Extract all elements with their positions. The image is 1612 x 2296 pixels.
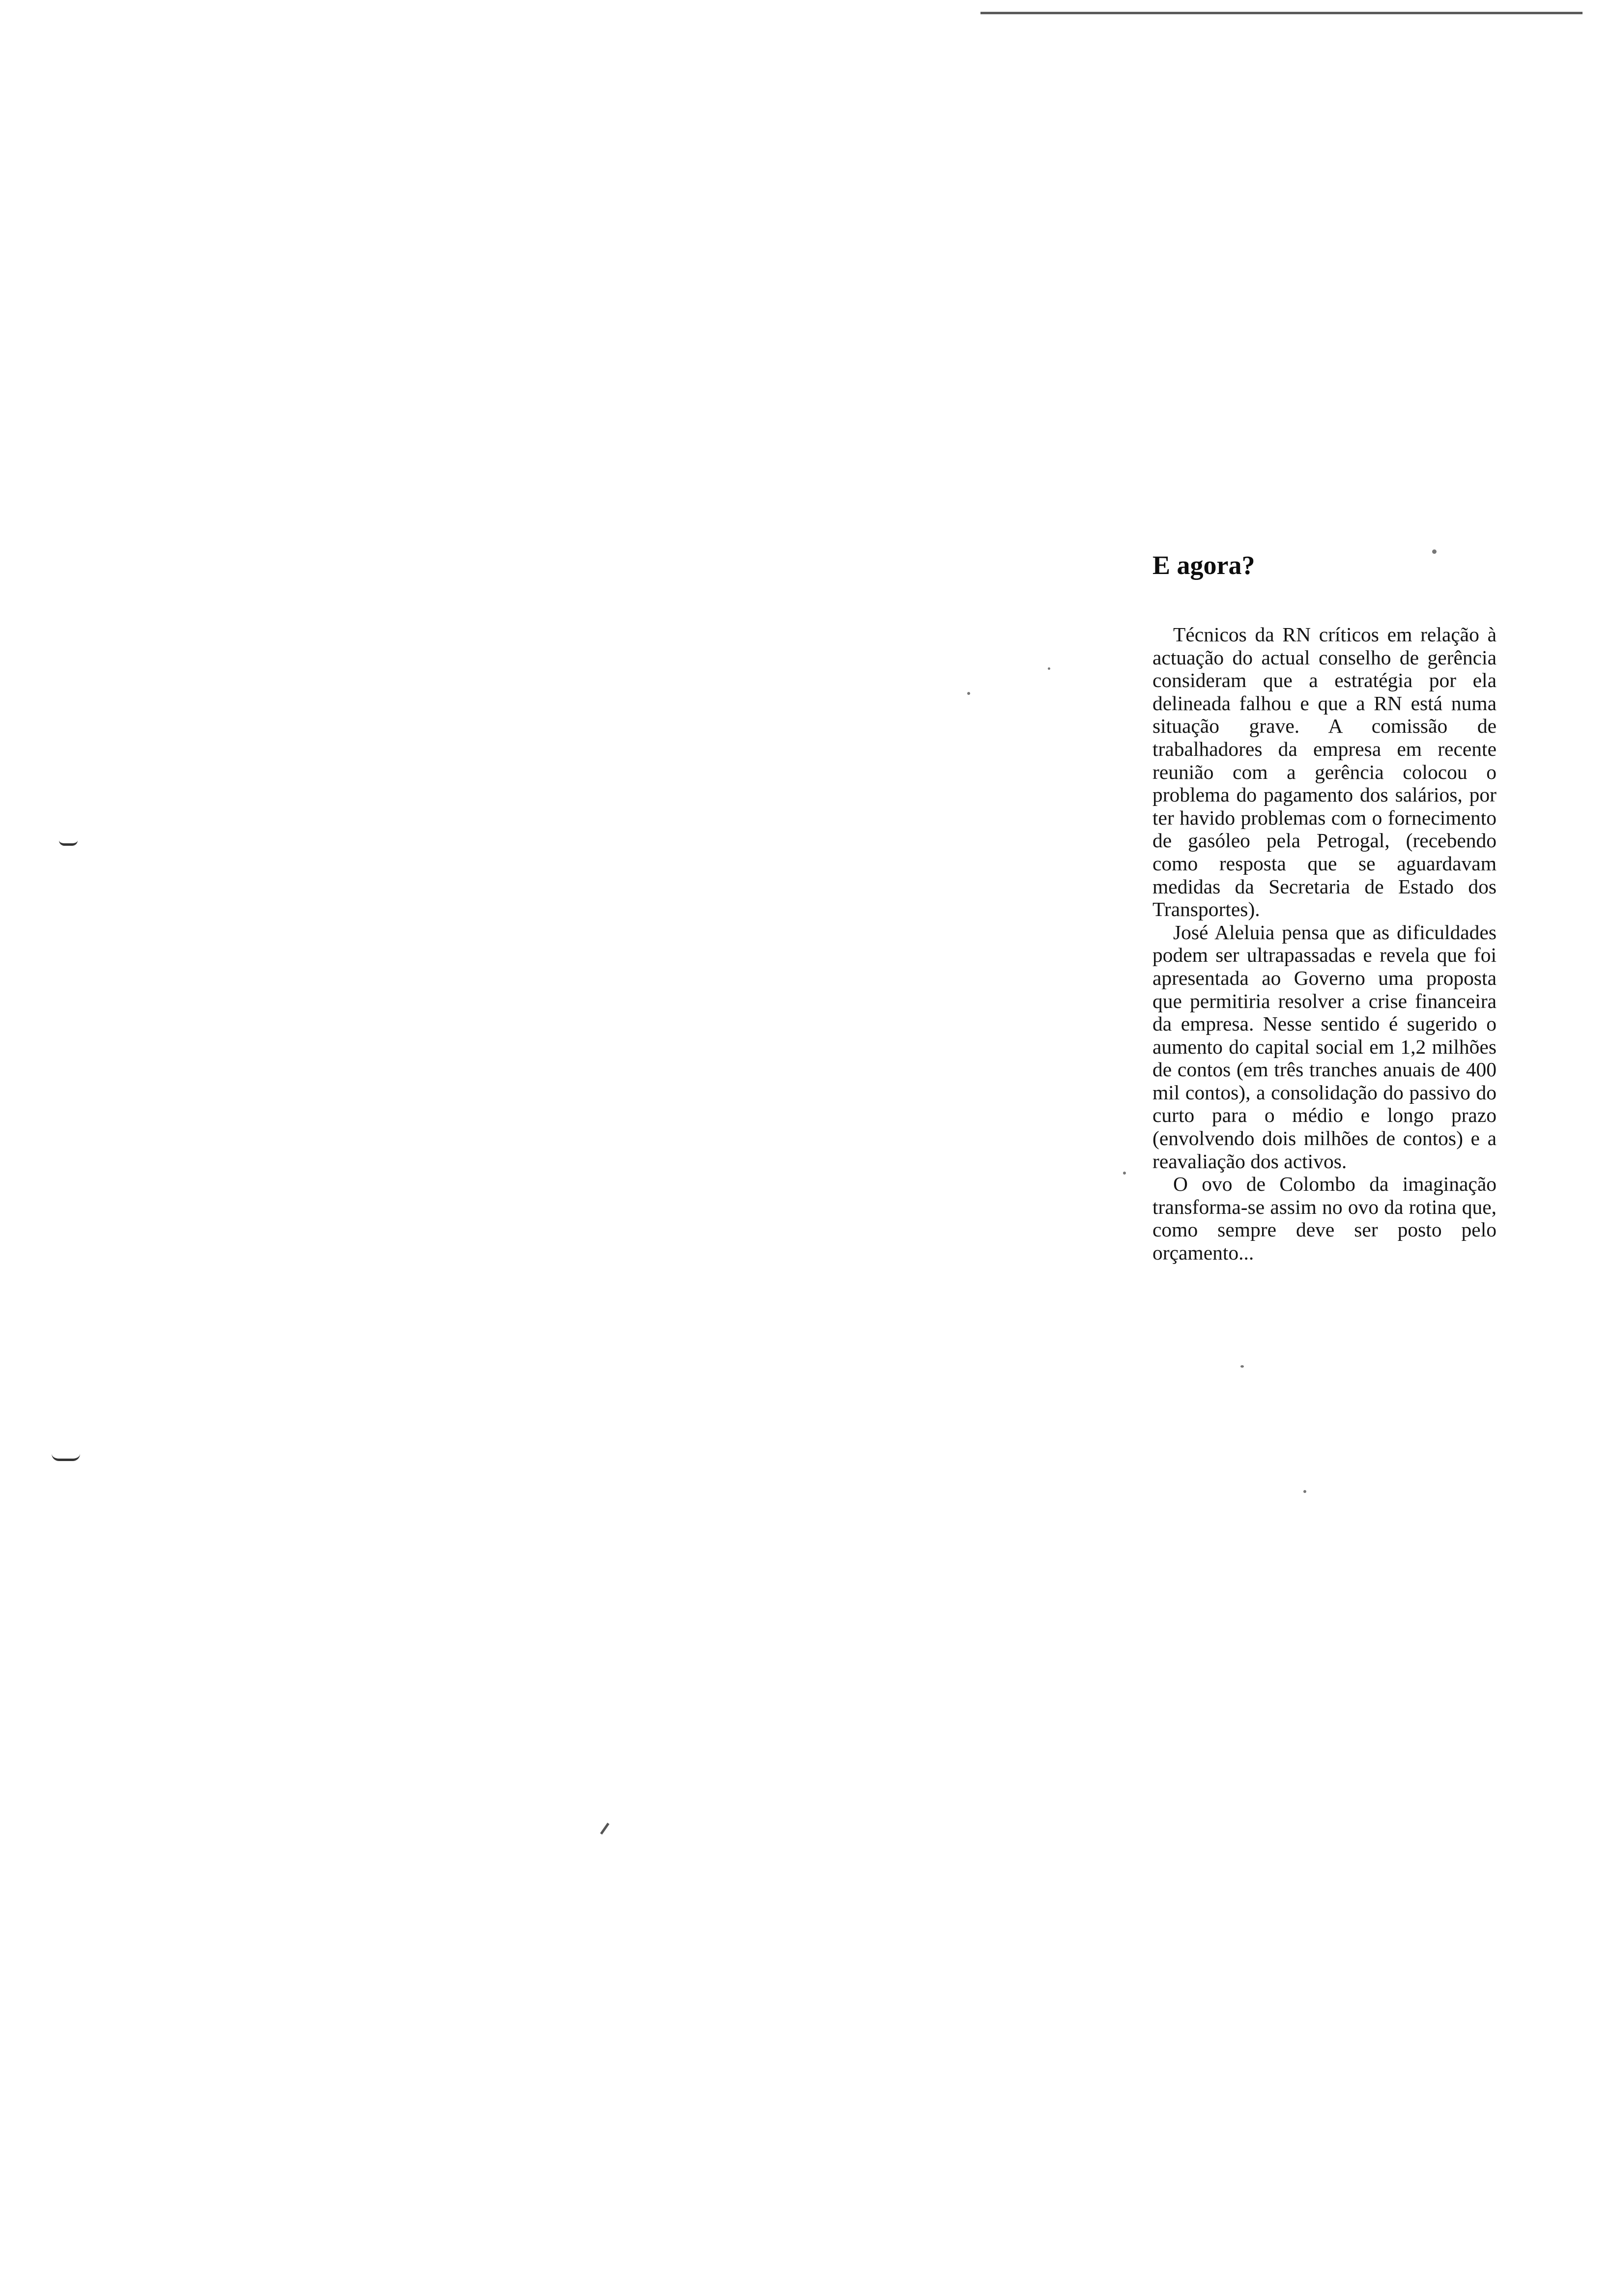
scan-speck <box>1048 667 1050 670</box>
scan-mark <box>59 840 78 846</box>
article-body <box>1152 623 1497 1264</box>
scan-speck <box>1303 1490 1306 1493</box>
paragraph: O ovo de Colombo da imaginação transforma-se assim no ovo da rotina que, como sempre deve ser posto pelo orçamento... <box>1152 1173 1497 1264</box>
paragraph: Técnicos da RN críticos em relação à actuação do actual conselho de gerência consideram que a estratégia por ela delineada falhou e que a RN está numa situação grave. A comissão de trabalhadores da empresa em recente reunião com a gerência colocou o problema do pagamento dos salários, por ter havido problemas com o fornecimento de gasóleo pela Petrogal, (recebendo como resposta que se aguardavam medidas da Secretaria de Estado dos Transportes). <box>1152 623 1497 921</box>
scan-mark <box>600 1823 609 1835</box>
scan-speck <box>1240 1365 1244 1368</box>
top-rule <box>980 12 1583 14</box>
article <box>1152 549 1497 1264</box>
headline: E agora? <box>1152 550 1255 580</box>
scan-mark <box>52 1454 80 1461</box>
paragraph: José Aleluia pensa que as dificuldades podem ser ultrapassadas e revela que foi apresentada ao Governo uma proposta que permitiria resolver a crise financeira da empresa. Nesse sentido é sugerido o aumento do capital social em 1,2 milhões de contos (em três tranches anuais de 400 mil contos), a consolidação do passivo do curto para o médio e longo prazo (envolvendo dois milhões de contos) e a reavaliação dos activos. <box>1152 920 1497 1173</box>
scan-speck <box>967 692 970 695</box>
scan-speck <box>1123 1172 1126 1175</box>
